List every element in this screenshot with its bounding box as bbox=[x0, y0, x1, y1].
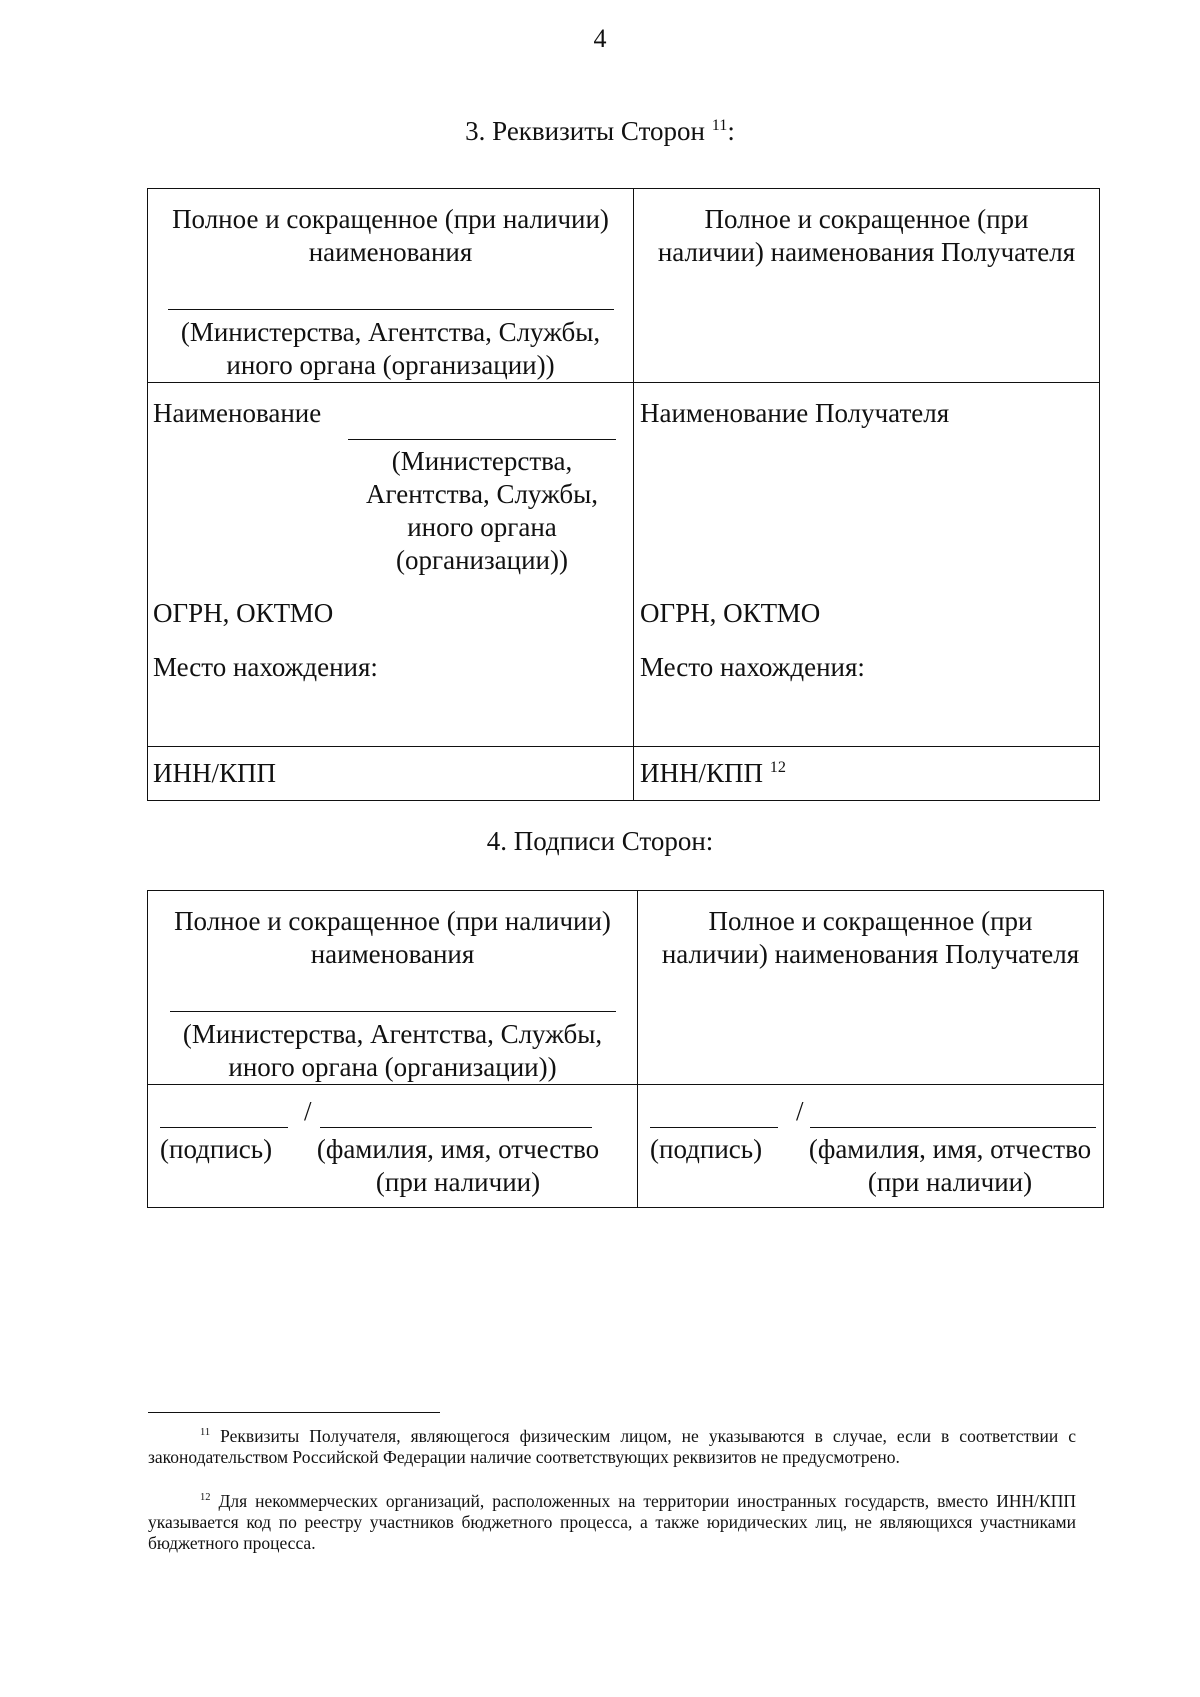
ministry-label-caption bbox=[348, 445, 616, 577]
ministry-name-blank bbox=[168, 309, 614, 310]
signatures-ministry-name-cell bbox=[148, 891, 638, 1085]
section-4-title: 4. Подписи Сторон: bbox=[486, 826, 714, 856]
sig-ministry-name-blank bbox=[170, 1011, 616, 1012]
recipient-signature-line bbox=[650, 1127, 778, 1128]
ministry-caption-line-1: (Министерства, Агентства, Службы, bbox=[180, 317, 601, 347]
ministry-signature-line bbox=[160, 1127, 288, 1128]
recipient-fio-line bbox=[810, 1127, 1096, 1128]
recipient-fio-caption-1: (фамилия, имя, отчество bbox=[808, 1134, 1092, 1164]
ministry-label-caption-3: иного органа bbox=[407, 512, 557, 542]
section-3-title bbox=[0, 116, 1200, 147]
requisites-recipient-inn-cell bbox=[634, 747, 1100, 801]
ministry-caption-line-2: иного органа (организации)) bbox=[226, 350, 555, 380]
recipient-label: Наименование Получателя bbox=[640, 398, 950, 428]
section-3-title-suffix: : bbox=[727, 116, 735, 146]
signatures-ministry-sign-cell bbox=[148, 1085, 638, 1208]
ministry-name-line-1: Полное и сокращенное (при наличии) bbox=[172, 204, 609, 234]
ministry-fio-caption-1: (фамилия, имя, отчество bbox=[316, 1134, 600, 1164]
ministry-label: Наименование bbox=[153, 398, 322, 428]
ministry-signature-slash: / bbox=[304, 1096, 312, 1126]
requisites-ministry-name-cell bbox=[148, 189, 634, 383]
recipient-inn-kpp-text: ИНН/КПП bbox=[640, 758, 770, 788]
ministry-location: Место нахождения: bbox=[153, 652, 378, 682]
requisites-recipient-details-cell bbox=[634, 383, 1100, 747]
recipient-location: Место нахождения: bbox=[640, 652, 865, 682]
recipient-name-line-2: наличии) наименования Получателя bbox=[657, 237, 1076, 267]
requisites-table bbox=[147, 188, 1100, 801]
recipient-name-line-1: Полное и сокращенное (при bbox=[704, 204, 1029, 234]
ministry-ogrn-oktmo: ОГРН, ОКТМО bbox=[153, 598, 334, 628]
requisites-ministry-details-cell bbox=[148, 383, 634, 747]
sig-ministry-name-line-1: Полное и сокращенное (при наличии) bbox=[174, 906, 611, 936]
ministry-fio-line bbox=[320, 1127, 592, 1128]
recipient-fio-caption-2: (при наличии) bbox=[867, 1167, 1033, 1197]
ministry-label-caption-2: Агентства, Службы, bbox=[366, 479, 598, 509]
sig-recipient-name-line-2: наличии) наименования Получателя bbox=[661, 939, 1080, 969]
ministry-fio-caption bbox=[314, 1133, 602, 1199]
footnote-12 bbox=[148, 1491, 1076, 1554]
footnote-11-mark: 11 bbox=[200, 1427, 211, 1439]
sig-ministry-caption-line-2: иного органа (организации)) bbox=[228, 1052, 557, 1082]
recipient-signature-label: (подпись) bbox=[650, 1134, 763, 1164]
recipient-ogrn-oktmo: ОГРН, ОКТМО bbox=[640, 598, 821, 628]
ministry-fio-caption-2: (при наличии) bbox=[375, 1167, 541, 1197]
recipient-signature-slash: / bbox=[796, 1096, 804, 1126]
sig-recipient-name-line-1: Полное и сокращенное (при bbox=[708, 906, 1033, 936]
signatures-recipient-name-cell bbox=[638, 891, 1104, 1085]
footnote-11-text: Реквизиты Получателя, являющегося физическим лицом, не указываются в случае, если в соответствии с законодательством Российской Федерации наличие соответствующих реквизитов не предусмотрено. bbox=[148, 1426, 1076, 1467]
signatures-table bbox=[147, 890, 1104, 1208]
requisites-recipient-name-cell bbox=[634, 189, 1100, 383]
requisites-ministry-inn-cell bbox=[148, 747, 634, 801]
footnote-ref-11: 11 bbox=[711, 116, 728, 134]
footnote-12-mark: 12 bbox=[200, 1492, 211, 1504]
section-3-title-text: 3. Реквизиты Сторон bbox=[465, 116, 712, 146]
sig-ministry-name-line-2: наименования bbox=[310, 939, 475, 969]
footnote-12-text: Для некоммерческих организаций, расположенных на территории иностранных государств, вместо ИНН/КПП указывается код по реестру участников бюджетного процесса, а также юридических лиц, не являющихся участниками бюджетного процесса. bbox=[148, 1491, 1076, 1553]
ministry-inn-kpp: ИНН/КПП bbox=[153, 758, 277, 788]
sig-ministry-caption-line-1: (Министерства, Агентства, Службы, bbox=[182, 1019, 603, 1049]
footnote-separator bbox=[148, 1412, 440, 1413]
ministry-name-line-2: наименования bbox=[308, 237, 473, 267]
recipient-inn-kpp bbox=[634, 747, 1099, 790]
page-number: 4 bbox=[593, 24, 607, 53]
ministry-signature-label: (подпись) bbox=[160, 1134, 273, 1164]
ministry-label-caption-1: (Министерства, bbox=[391, 446, 573, 476]
ministry-label-blank bbox=[348, 439, 616, 440]
ministry-label-caption-4: (организации)) bbox=[396, 545, 568, 575]
recipient-fio-caption bbox=[800, 1133, 1100, 1199]
footnote-ref-12: 12 bbox=[769, 758, 786, 776]
footnote-11 bbox=[148, 1426, 1076, 1468]
signatures-recipient-sign-cell bbox=[638, 1085, 1104, 1208]
